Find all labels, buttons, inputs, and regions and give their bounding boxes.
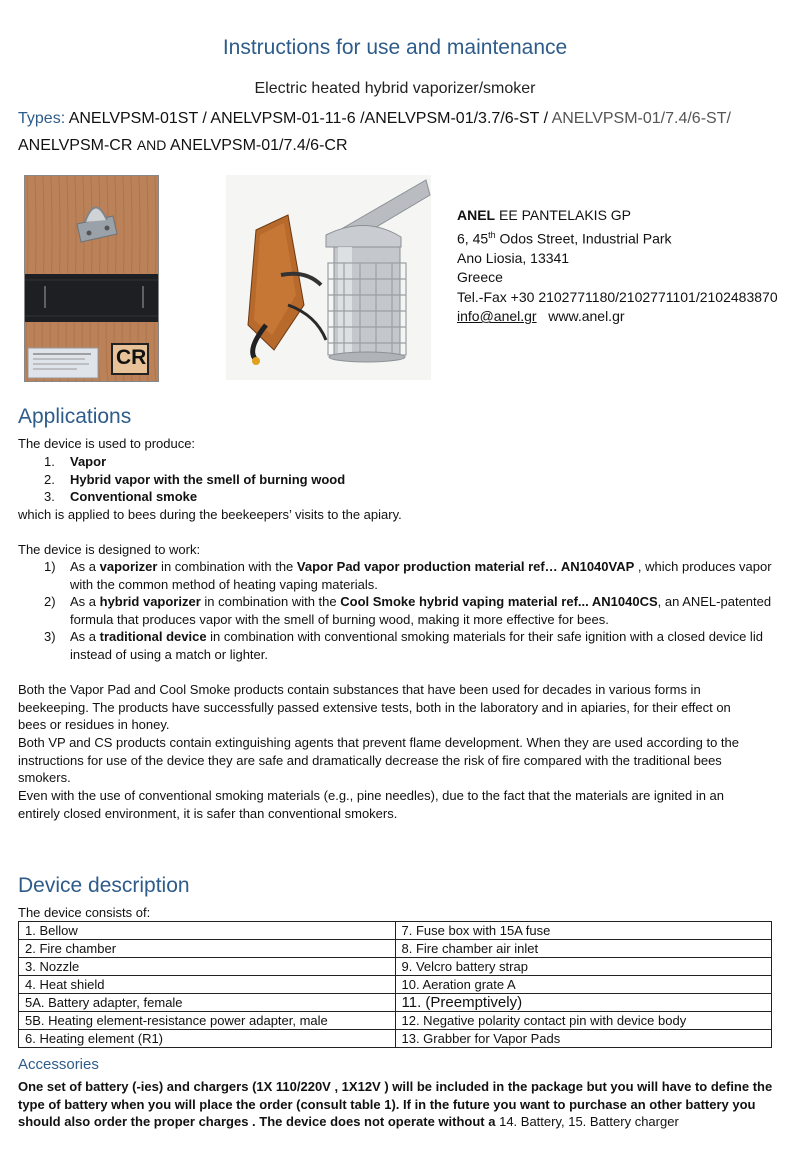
cr-label: CR [116, 346, 147, 369]
accessories-text [18, 1078, 778, 1131]
produce-item-num: 2. [44, 471, 55, 487]
web-contacts [457, 307, 778, 327]
table-cell: 3. Nozzle [19, 958, 396, 976]
applications-heading: Applications [18, 405, 132, 428]
table-row [19, 1012, 772, 1030]
work-bold: traditional device [99, 629, 207, 644]
types-model-cr: ANELVPSM-CR [18, 137, 133, 154]
work-item-num: 1) [44, 559, 56, 574]
device-intro: The device consists of: [18, 905, 151, 920]
work-item-text [70, 593, 774, 628]
table-cell: 11. (Preemptively) [395, 994, 772, 1012]
table-cell: 7. Fuse box with 15A fuse [395, 922, 772, 940]
address-country: Greece [457, 269, 503, 286]
device-heading: Device description [18, 874, 190, 897]
work-text: As a [70, 629, 100, 644]
produce-list [44, 453, 345, 506]
work-item [44, 593, 774, 628]
work-bold: vaporizer [99, 559, 158, 574]
work-text: As a [70, 594, 100, 609]
table-row [19, 958, 772, 976]
work-bold: hybrid vaporizer [99, 594, 201, 609]
produce-item-num: 1. [44, 454, 55, 469]
smoker-device-photo [226, 175, 431, 380]
work-item [44, 628, 774, 663]
table-row [19, 922, 772, 940]
types-list-a: ANELVPSM-01ST / ANELVPSM-01-11-6 /ANELVPSM-01/3.7/6-ST / [68, 110, 549, 127]
work-text: in combination with the [157, 559, 297, 574]
types-line-1 [18, 106, 798, 132]
types-model-cr-74: ANELVPSM-01/7.4/6-CR [169, 137, 348, 154]
produce-item-text: Vapor [70, 454, 107, 469]
designed-intro: The device is designed to work: [18, 542, 201, 557]
produce-item-text: Conventional smoke [70, 489, 198, 504]
types-line-2 [18, 132, 798, 159]
company-name [457, 206, 778, 226]
paragraph-products: Both the Vapor Pad and Cool Smoke products contain substances that have been used for decades in various forms in beekeeping. The products have successfully passed extensive tests, both in the laboratory and in apiaries, for their effect on bees or residues in honey. [18, 682, 731, 732]
work-item [44, 558, 774, 593]
address-number: 6, 45 [457, 230, 489, 247]
types-list-b: ANELVPSM-01/7.4/6-ST/ [551, 110, 731, 127]
table-cell: 9. Velcro battery strap [395, 958, 772, 976]
work-text: in combination with the [200, 594, 341, 609]
accessories-heading: Accessories [18, 1056, 99, 1073]
table-row [19, 976, 772, 994]
work-item-text [70, 558, 774, 593]
table-cell: 8. Fire chamber air inlet [395, 940, 772, 958]
phone-fax: Tel.-Fax +30 2102771180/2102771101/2102483870 [457, 288, 778, 305]
heat-shield-photo [24, 175, 159, 382]
contact-info [457, 206, 778, 327]
table-cell: 12. Negative polarity contact pin with device body [395, 1012, 772, 1030]
table-row [19, 994, 772, 1012]
applications-applied: which is applied to bees during the beekeepers’ visits to the apiary. [18, 507, 402, 522]
company-brand: ANEL [457, 207, 496, 223]
address-street: Odos Street, Industrial Park [499, 230, 672, 247]
types-and: AND [136, 137, 167, 153]
smoker-illustration [226, 175, 431, 380]
table-cell: 1. Bellow [19, 922, 396, 940]
table-row [19, 940, 772, 958]
accessories-bold: One set of battery (-ies) and chargers (1X 110/220V , 1X12V ) will be included in the package but you will have to define the type of battery when you will place the order (consult table 1). If in the future you want to purchase an other battery you should also order the proper charges . The device does not operate without a [18, 1079, 773, 1129]
work-text: As a [70, 559, 100, 574]
paragraph-extinguishing: Both VP and CS products contain extinguishing agents that prevent flame development. When they are used according to the instructions for use of the device they are safe and dramatically decrease the risk of fire compared with the traditional bees smokers. [18, 735, 739, 785]
page-title: Instructions for use and maintenance [222, 36, 568, 59]
model-types [18, 106, 798, 159]
applications-intro: The device is used to produce: [18, 436, 196, 451]
work-item-num: 3) [44, 629, 56, 644]
types-label: Types: [18, 110, 66, 127]
table-cell: 2. Fire chamber [19, 940, 396, 958]
email-link[interactable]: info@anel.gr [457, 308, 537, 325]
table-row [19, 1030, 772, 1048]
produce-item-text: Hybrid vapor with the smell of burning wood [70, 471, 346, 487]
table-cell: 4. Heat shield [19, 976, 396, 994]
parts-table [18, 921, 772, 1048]
page-subtitle: Electric heated hybrid vaporizer/smoker [254, 80, 536, 97]
work-item-num: 2) [44, 594, 56, 609]
accessories-normal: 14. Battery, 15. Battery charger [495, 1114, 679, 1129]
address-superscript: th [488, 229, 496, 240]
table-cell: 13. Grabber for Vapor Pads [395, 1030, 772, 1048]
work-bold: Vapor Pad vapor production material ref… AN1040VAP [296, 559, 635, 574]
table-cell: 10. Aeration grate A [395, 976, 772, 994]
company-rest: EE PANTELAKIS GP [499, 207, 632, 223]
work-bold: Cool Smoke hybrid vaping material ref... AN1040CS [340, 594, 658, 609]
produce-item [44, 488, 345, 506]
website-text: www.anel.gr [548, 308, 625, 325]
work-text: in combination with conventional smoking materials for their safe ignition with a closed device lid instead of using a match or lighter. [70, 629, 763, 662]
address-line [457, 226, 778, 249]
work-text: , which produces vapor with the common method of heating vaping materials. [70, 559, 772, 592]
paragraph-conventional: Even with the use of conventional smoking materials (e.g., pine needles), due to the fact that the materials are ignited in an entirely closed environment, it is safer than conventional smokers. [18, 788, 725, 821]
table-cell: 5A. Battery adapter, female [19, 994, 396, 1012]
produce-item [44, 471, 345, 489]
work-text: , an ANEL-patented formula that produces vapor with the smell of burning wood, making it more effective for bees. [70, 594, 772, 627]
table-cell: 5B. Heating element-resistance power adapter, male [19, 1012, 396, 1030]
produce-item [44, 453, 345, 471]
work-item-text [70, 628, 774, 663]
table-cell: 6. Heating element (R1) [19, 1030, 396, 1048]
produce-item-num: 3. [44, 489, 55, 504]
work-list [44, 558, 774, 663]
address-city: Ano Liosia, 13341 [457, 249, 570, 266]
